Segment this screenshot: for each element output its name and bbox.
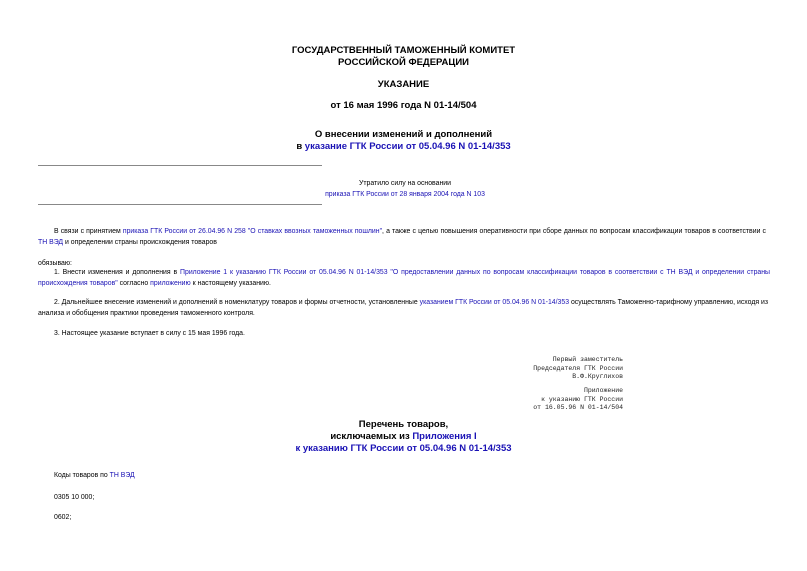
divider-top	[38, 165, 322, 166]
list-title	[0, 419, 807, 455]
intro-text-2: , а также с целью повышения оперативности при сборе данных по вопросам классификации товаров в соответствии с	[382, 228, 766, 235]
subject-line-1: О внесении изменений и дополнений	[314, 129, 493, 140]
appendix-ref-line-3: от 16.05.96 N 01-14/504	[533, 404, 623, 411]
intro-text-1: В связи с принятием	[54, 228, 123, 235]
item-3: 3. Настоящее указание вступает в силу с 15 мая 1996 года.	[54, 330, 245, 337]
doc-date: от 16 мая 1996 года N 01-14/504	[330, 100, 477, 111]
agency-line-1: ГОСУДАРСТВЕННЫЙ ТАМОЖЕННЫЙ КОМИТЕТ	[291, 45, 516, 56]
item-1-text-2: согласно	[117, 280, 151, 287]
obliges-label: обязываю:	[38, 260, 72, 267]
doc-type: УКАЗАНИЕ	[377, 79, 430, 90]
item-1-link-annex[interactable]: приложению	[150, 280, 191, 287]
agency-name	[0, 45, 807, 69]
intro-paragraph	[38, 226, 766, 248]
doc-subject	[0, 129, 807, 153]
subject-line-2	[0, 141, 807, 153]
code-item: 0305 10 000;	[54, 494, 95, 501]
status-note	[240, 178, 570, 200]
list-title-line-2	[0, 431, 807, 443]
intro-link-decree[interactable]: приказа ГТК России от 26.04.96 N 258 "О ставках ввозных таможенных пошлин"	[122, 228, 383, 235]
list-title-link-appendix[interactable]: Приложения I	[412, 431, 477, 442]
signature-line-2: Председателя ГТК России	[533, 364, 623, 372]
item-2-text-2: осуществлять Таможенно-тарифному управлению, исходя из анализа и обобщения практики проведения таможенного контроля.	[38, 299, 768, 317]
signature-line-1: Первый заместитель	[552, 356, 623, 363]
divider-bottom	[38, 204, 322, 205]
codes-label-link[interactable]: ТН ВЭД	[109, 472, 135, 479]
subject-prefix: в	[296, 141, 305, 152]
appendix-ref-line-2: к указанию ГТК России	[541, 395, 623, 403]
agency-line-2: РОССИЙСКОЙ ФЕДЕРАЦИИ	[337, 57, 469, 68]
intro-link-tnved[interactable]: ТН ВЭД	[38, 239, 64, 246]
list-title-line-1: Перечень товаров,	[358, 419, 449, 430]
item-1-link-appendix[interactable]: Приложение 1 к указанию ГТК России от 05.04.96 N 01-14/353 "О предоставлении данных по вопросам классификации товаров в соответствии с ТН ВЭД и определении страны происхождения товаров"	[38, 269, 770, 287]
signature-line-3: В.Ф.Круглихов	[572, 373, 623, 380]
item-1-text-1: 1. Внести изменения и дополнения в	[54, 269, 181, 276]
appendix-ref-line-1: Приложение	[583, 387, 623, 394]
status-line-1: Утратило силу на основании	[359, 180, 451, 187]
item-2-link-order[interactable]: указанием ГТК России от 05.04.96 N 01-14/353	[419, 299, 570, 306]
item-2-text-1: 2. Дальнейшее внесение изменений и дополнений в номенклатуру товаров и формы отчетности, установленные	[54, 299, 420, 306]
item-1	[38, 267, 770, 289]
codes-label-text: Коды товаров по	[54, 472, 110, 479]
list-title-prefix: исключаемых из	[330, 431, 413, 442]
item-2	[38, 297, 768, 319]
status-link[interactable]: приказа ГТК России от 28 января 2004 года N 103	[325, 191, 485, 198]
appendix-reference	[533, 387, 623, 413]
signature-block	[533, 356, 623, 382]
list-title-link-order[interactable]: к указанию ГТК России от 05.04.96 N 01-14/353	[295, 443, 512, 454]
code-item: 0602;	[54, 514, 72, 521]
subject-link[interactable]: указание ГТК России от 05.04.96 N 01-14/353	[304, 141, 511, 152]
codes-label	[54, 470, 135, 481]
intro-text-3: и определении страны происхождения товаров	[63, 239, 217, 246]
item-1-text-3: к настоящему указанию.	[190, 280, 271, 287]
